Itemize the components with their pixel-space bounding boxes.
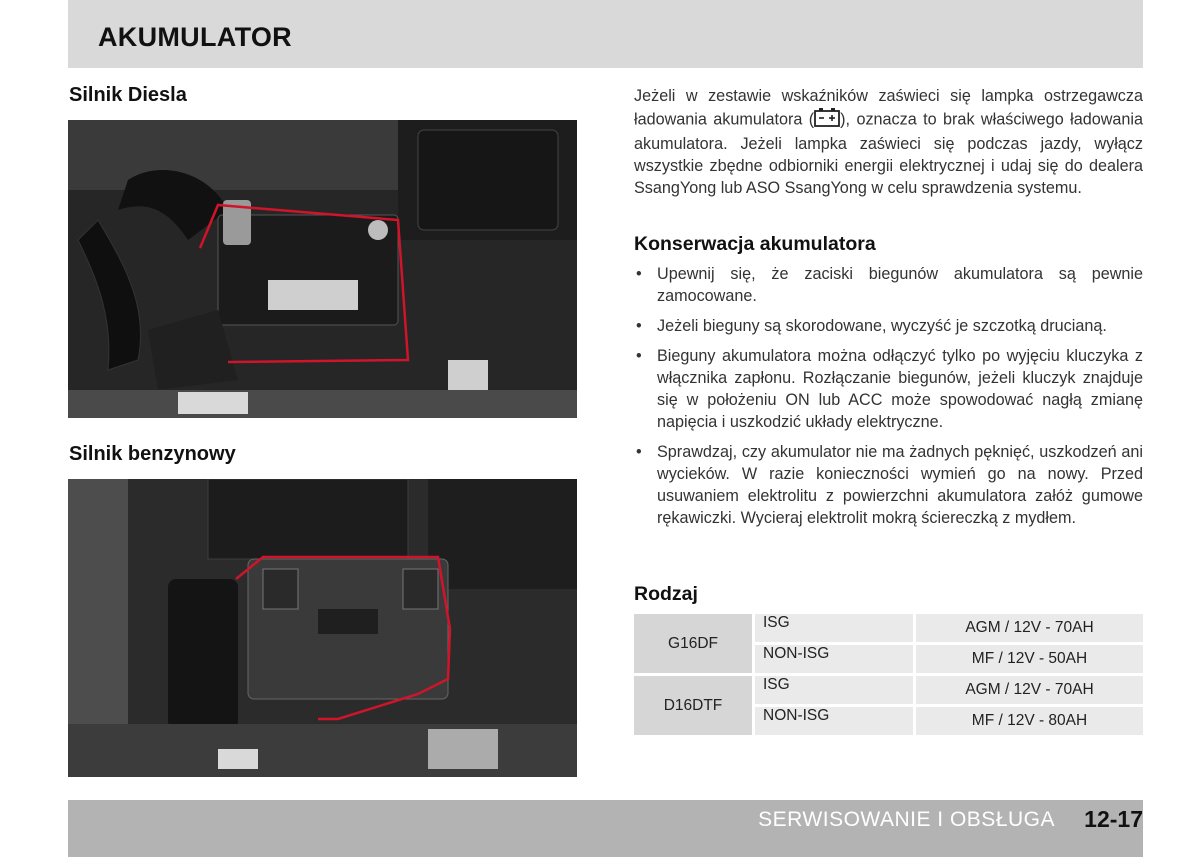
petrol-engine-photo <box>68 479 577 777</box>
list-item <box>634 345 1143 433</box>
table-row <box>634 675 1143 706</box>
battery-spec-cell: AGM / 12V - 70AH <box>915 675 1144 706</box>
list-item <box>634 441 1143 529</box>
page-title: AKUMULATOR <box>98 22 292 52</box>
list-item-text: Jeżeli bieguny są skorodowane, wyczyść je szczotką drucianą. <box>657 317 1107 335</box>
page-footer <box>68 800 1143 857</box>
list-item <box>634 263 1143 307</box>
battery-warning-icon <box>814 107 840 133</box>
variant-cell: NON-ISG <box>754 644 915 675</box>
diesel-engine-heading: Silnik Diesla <box>69 84 187 106</box>
list-item <box>634 315 1143 337</box>
maintenance-heading: Konserwacja akumulatora <box>634 233 876 255</box>
engine-model-cell: G16DF <box>634 614 754 675</box>
list-item-text: Upewnij się, że zaciski biegunów akumulatora są pewnie zamocowane. <box>657 265 1143 305</box>
section-title: SERWISOWANIE I OBSŁUGA <box>758 808 1055 831</box>
battery-spec-cell: AGM / 12V - 70AH <box>915 614 1144 644</box>
battery-type-table <box>634 614 1143 738</box>
page-number: 12-17 <box>1084 806 1143 832</box>
variant-cell: NON-ISG <box>754 706 915 737</box>
petrol-engine-heading: Silnik benzynowy <box>69 443 236 465</box>
type-heading: Rodzaj <box>634 583 698 605</box>
engine-model-cell: D16DTF <box>634 675 754 737</box>
battery-spec-cell: MF / 12V - 80AH <box>915 706 1144 737</box>
bullet-marker: • <box>636 347 642 365</box>
list-item-text: Bieguny akumulatora można odłączyć tylko po wyjęciu kluczyka z włącznika zapłonu. Rozłączanie biegunów, jeżeli kluczyk znajduje się w położeniu ON lub ACC może spowodować nagłą zmianę napięcia i uszkodzić układy elektryczne. <box>657 347 1143 431</box>
diesel-engine-photo <box>68 120 577 418</box>
battery-spec-cell: MF / 12V - 50AH <box>915 644 1144 675</box>
list-item-text: Sprawdzaj, czy akumulator nie ma żadnych pęknięć, uszkodzeń ani wycieków. W razie konieczności wymień go na nowy. Przed usuwaniem elektrolitu z powierzchni akumulatora załóż gumowe rękawiczki. Wycieraj elektrolit mokrą ściereczką z mydłem. <box>657 443 1143 527</box>
bullet-marker: • <box>636 443 642 461</box>
variant-cell: ISG <box>754 675 915 706</box>
intro-text-after-icon: ), oznacza to brak właściwego ładowania akumulatora. Jeżeli lampka zaświeci się podczas jazdy, wyłącz wszystkie zbędne odbiorniki energii elektrycznej i udaj się do dealera SsangYong lub ASO SsangYong w celu sprawdzenia systemu. <box>634 110 1143 197</box>
page-header <box>68 0 1143 68</box>
variant-cell: ISG <box>754 614 915 644</box>
maintenance-list <box>634 263 1143 529</box>
bullet-marker: • <box>636 265 642 283</box>
charging-warning-paragraph <box>634 85 1143 199</box>
table-row <box>634 614 1143 644</box>
bullet-marker: • <box>636 317 642 335</box>
intro-text-before-icon: Jeżeli w zestawie wskaźników zaświeci się lampka ostrzegawcza ładowania akumulatora ( <box>634 87 1143 129</box>
